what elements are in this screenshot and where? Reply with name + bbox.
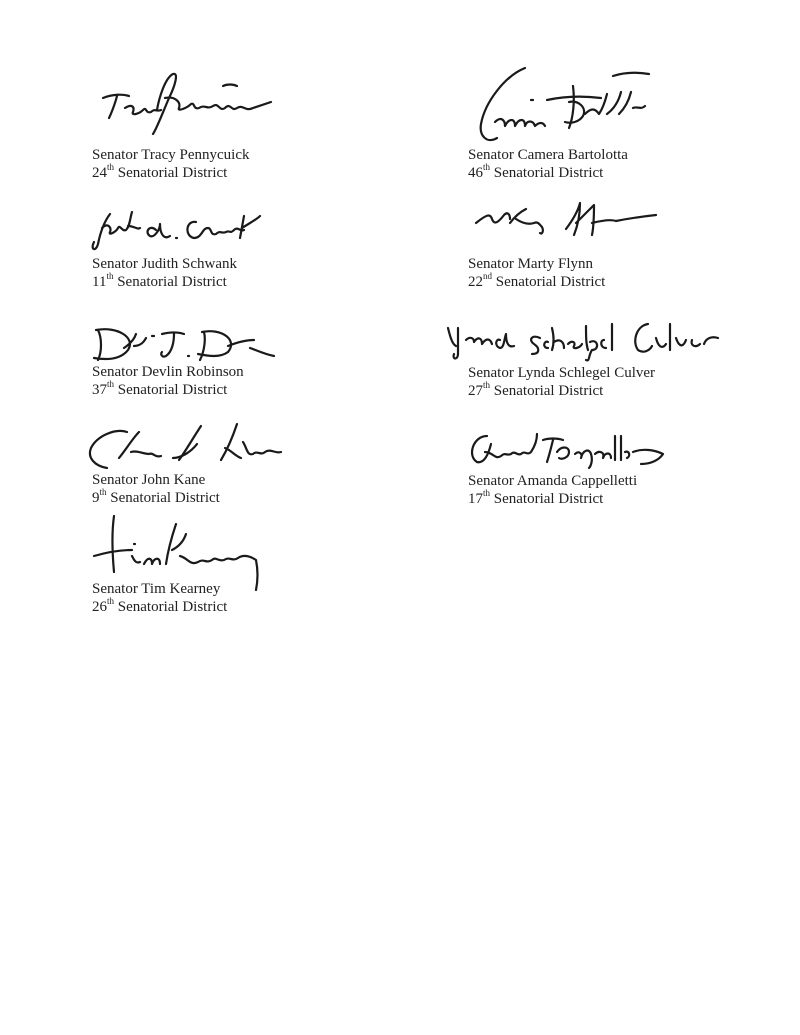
senator-name: Senator Devlin Robinson	[92, 364, 244, 380]
district-label: Senatorial District	[495, 274, 606, 290]
senator-name: Senator Lynda Schlegel Culver	[468, 365, 656, 381]
signature-amanda-cappelletti	[465, 422, 665, 472]
district-number: 11	[92, 274, 107, 290]
senator-name: Senator Tim Kearney	[92, 581, 221, 597]
district-label: Senatorial District	[117, 382, 228, 398]
district-line	[468, 164, 603, 182]
senator-name: Senator Judith Schwank	[92, 256, 237, 272]
district-line	[92, 273, 227, 291]
district-number: 27	[468, 383, 483, 399]
signature-marty-flynn	[470, 195, 665, 245]
district-line	[92, 598, 227, 616]
district-number: 26	[92, 599, 107, 615]
district-line	[468, 382, 603, 400]
senator-name: Senator Marty Flynn	[468, 256, 593, 272]
district-label: Senatorial District	[117, 165, 228, 181]
signature-john-kane	[85, 418, 295, 473]
ordinal-suffix: th	[107, 379, 115, 389]
district-label: Senatorial District	[493, 491, 604, 507]
ordinal-suffix: th	[483, 488, 491, 498]
signature-camera-bartolotta	[465, 62, 665, 147]
district-label: Senatorial District	[110, 490, 220, 506]
district-number: 24	[92, 165, 107, 181]
district-line	[468, 490, 603, 508]
district-label: Senatorial District	[117, 599, 228, 615]
ordinal-suffix: th	[106, 271, 114, 281]
district-label: Senatorial District	[117, 274, 227, 290]
signature-judith-schwank	[88, 200, 283, 255]
senator-name: Senator Amanda Cappelletti	[468, 473, 638, 489]
district-line	[92, 489, 220, 507]
district-label: Senatorial District	[493, 165, 604, 181]
ordinal-suffix: th	[99, 487, 107, 497]
district-line	[92, 164, 227, 182]
district-number: 37	[92, 382, 107, 398]
ordinal-suffix: th	[483, 380, 491, 390]
district-label: Senatorial District	[493, 383, 604, 399]
district-line	[468, 273, 605, 291]
signature-devlin-robinson	[88, 318, 288, 368]
signature-tracy-pennycuick	[95, 68, 275, 138]
district-number: 46	[468, 165, 483, 181]
ordinal-suffix: nd	[483, 271, 492, 281]
signature-lynda-schlegel-culver	[440, 310, 730, 365]
district-number: 17	[468, 491, 483, 507]
district-line	[92, 381, 227, 399]
senator-name: Senator John Kane	[92, 472, 206, 488]
ordinal-suffix: th	[107, 162, 115, 172]
ordinal-suffix: th	[107, 596, 115, 606]
senator-name: Senator Tracy Pennycuick	[92, 147, 250, 163]
district-number: 9	[92, 490, 100, 506]
senator-name: Senator Camera Bartolotta	[468, 147, 628, 163]
ordinal-suffix: th	[483, 162, 491, 172]
district-number: 22	[468, 274, 483, 290]
